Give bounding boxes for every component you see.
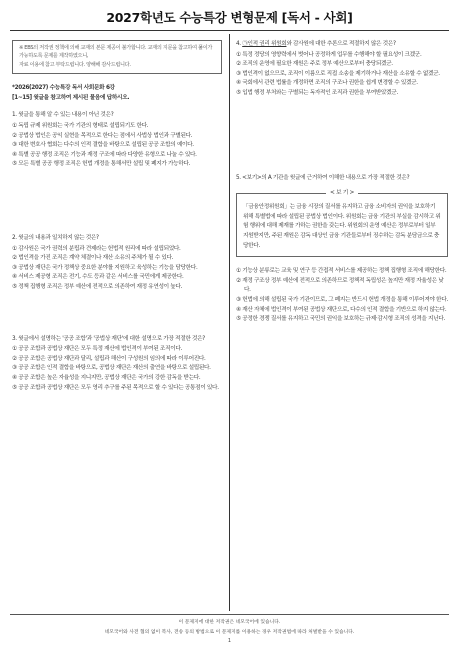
source-info [12, 84, 222, 103]
answer-option[interactable]: ⑤ 공정한 경쟁 질서를 유지하고 국민의 권익을 보호하는 규제·감시형 조직의 성격을 지닌다. [236, 316, 445, 323]
footer-divider [10, 614, 449, 615]
answer-option[interactable]: ① 특정 정당의 영향력에서 벗어나 공정하게 업무를 수행해야 할 필요성이 크겠군. [236, 51, 422, 58]
bogi-text: 「금융안정위원회」는 금융 시장의 질서를 유지하고 금융 소비자의 권익을 보호하기 위해 특별법에 따라 설립된 공법상 법인이다. 위원회는 금융 기관의 부실을 감시하고 위험 행위에 대해 제재를 가하는 권한을 갖는다. 위원회의 운영 예산은 정부로부터 일부 지원받지만, 주된 재원은 감독 대상인 금융 기관들로부터 징수하는 감독 분담금으로 충당한다. [243, 204, 441, 249]
question-stem: 5. <보기>의 A 기관을 윗글에 근거하여 이해한 내용으로 가장 적절한 것은? [236, 174, 410, 181]
question-stem: 2. 윗글의 내용과 일치하지 않는 것은? [12, 234, 99, 241]
left-column [12, 40, 222, 399]
answer-option[interactable]: ③ 헌법에 의해 설립된 국가 기관이므로, 그 폐지는 반드시 헌법 개정을 통해 이루어져야 한다. [236, 296, 448, 303]
stem-suffix: 와 감사원에 대한 추론으로 적절하지 않은 것은? [286, 41, 396, 47]
column-divider [229, 34, 230, 611]
answer-option[interactable]: ③ 법인격이 없으므로, 조직이 이름으로 직접 소송을 제기하거나 재산을 소유할 수 없겠군. [236, 70, 440, 77]
answer-option[interactable]: ① 감사원은 국가 권력의 분립과 견제라는 헌법적 원리에 따라 설립되었다. [12, 245, 181, 252]
question-stem [236, 40, 448, 50]
instruction-label: [1~15] 윗글을 참고하여 제시된 물음에 답하시오. [12, 94, 130, 101]
answer-option[interactable]: ① 공공 조합과 공법상 재단은 모두 특정 재산에 법인격이 부여된 조직이다. [12, 346, 182, 353]
answer-option[interactable]: ② 공공 조합은 공법상 재단과 달리, 설립과 해산이 구성원의 임의에 따라 이루어진다. [12, 355, 206, 362]
answer-option[interactable]: ② 조직의 운영에 필요한 재원은 주로 정부 예산으로부터 충당되겠군. [236, 61, 393, 68]
question-5 [236, 174, 448, 325]
answer-option[interactable]: ④ 국회에서 관련 법률을 개정하면 조직의 구조나 권한을 쉽게 변경할 수 있겠군. [236, 80, 418, 87]
notice-line: 자료 이용에 참고 부탁드립니다. 양해해 감사드립니다. [19, 61, 131, 68]
question-2 [12, 234, 222, 293]
answer-option[interactable]: ① 기능상 분류로는 교육 및 연구 등 간접적 서비스를 제공하는 정책 집행형 조직에 해당한다. [236, 268, 447, 275]
copyright-warning: 네모국어와 사전 협의 없이 복사, 전송 등의 방법으로 이 문제지를 이용하는 경우 저작권법에 따라 처벌받을 수 있습니다. [104, 630, 355, 635]
answer-option[interactable]: ⑤ 정책 집행형 조직은 정부 예산에 전적으로 의존하여 재정 유연성이 높다. [12, 283, 182, 290]
notice-line: ※ EBS의 저작권 정책에 의해 교재의 본문 제공이 불가합니다. 교재의 지문을 참고하여 풀이가 가능하도록 문제를 제작하였으니, [19, 45, 213, 60]
question-stem: 1. 윗글을 통해 알 수 있는 내용이 아닌 것은? [12, 112, 114, 119]
bogi-reference-box [236, 190, 448, 257]
question-4 [236, 40, 448, 99]
header-divider [10, 30, 449, 31]
stem-prefix: 4. [236, 41, 243, 47]
bogi-title: < 보 기 > [326, 189, 358, 199]
page-number: 1 [227, 638, 232, 644]
answer-option[interactable]: ④ 재산 자체에 법인격이 부여된 공법상 재단으로, 다수의 인적 결합을 기반으로 하지 않는다. [236, 306, 447, 313]
underlined-term: ㉠인적 권리 위원회 [242, 41, 287, 47]
copyright-footer: 이 문제지에 대한 저작권은 네모국어에 있습니다. [178, 620, 281, 625]
answer-option[interactable]: ③ 공법상 재단은 국가 정책상 중요한 분야를 지원하고 육성하는 기능을 담당한다. [12, 264, 198, 271]
answer-option[interactable]: ② 재정 구조상 정부 예산에 전적으로 의존하므로 정책적 독립성은 높지만 재정 자율성은 낮다. [236, 277, 444, 294]
right-column [236, 40, 448, 331]
answer-option[interactable]: ⑤ 입법 행정 부처와는 구별되는 독자적인 조직과 권한을 부여받았겠군. [236, 89, 398, 96]
source-label: *2026(2027) 수능특강 독서 사회문화 6강 [12, 85, 115, 92]
answer-option[interactable]: ② 법인격을 가진 조직은 계약 체결이나 재산 소유의 주체가 될 수 있다. [12, 255, 174, 262]
answer-option[interactable]: ④ 특별 공공 행정 조직은 기능과 재정 구조에 따라 다양한 유형으로 나눌 수 있다. [12, 151, 197, 158]
answer-option[interactable]: ③ 공공 조합은 인적 결합을 바탕으로, 공법상 재단은 재산의 출연을 바탕으로 설립된다. [12, 365, 211, 372]
question-3 [12, 335, 222, 394]
page-title: 2027학년도 수능특강 변형문제 [독서 - 사회] [106, 10, 353, 25]
answer-option[interactable]: ⑤ 모든 특별 공공 행정 조직은 헌법 개정을 통해서만 설립 및 폐지가 가능하다. [12, 161, 191, 168]
answer-option[interactable]: ④ 서비스 제공형 조직은 전기, 수도 등과 같은 서비스를 국민에게 제공한다. [12, 274, 184, 281]
question-1 [12, 111, 222, 170]
answer-option[interactable]: ① 독립 규제 위원회는 국가 기관의 형태로 설립되기도 한다. [12, 123, 149, 129]
copyright-notice-box [12, 40, 222, 74]
answer-option[interactable]: ③ 대한 변호사 협회는 다수의 인적 결합을 바탕으로 설립된 공공 조합의 예이다. [12, 142, 194, 149]
answer-option[interactable]: ② 공법상 법인은 공익 실현을 목적으로 한다는 점에서 사법상 법인과 구별된다. [12, 132, 193, 139]
answer-option[interactable]: ⑤ 공공 조합과 공법상 재단은 모두 영리 추구를 주된 목적으로 할 수 있다는 공통점이 있다. [12, 384, 219, 391]
answer-option[interactable]: ④ 공공 조합은 높은 자율성을 지니지만, 공법상 재단은 국가의 강한 감독을 받는다. [12, 374, 201, 381]
question-stem: 3. 윗글에서 설명하는 '공공 조합'과 '공법상 재단'에 대한 설명으로 가장 적절한 것은? [12, 335, 205, 342]
